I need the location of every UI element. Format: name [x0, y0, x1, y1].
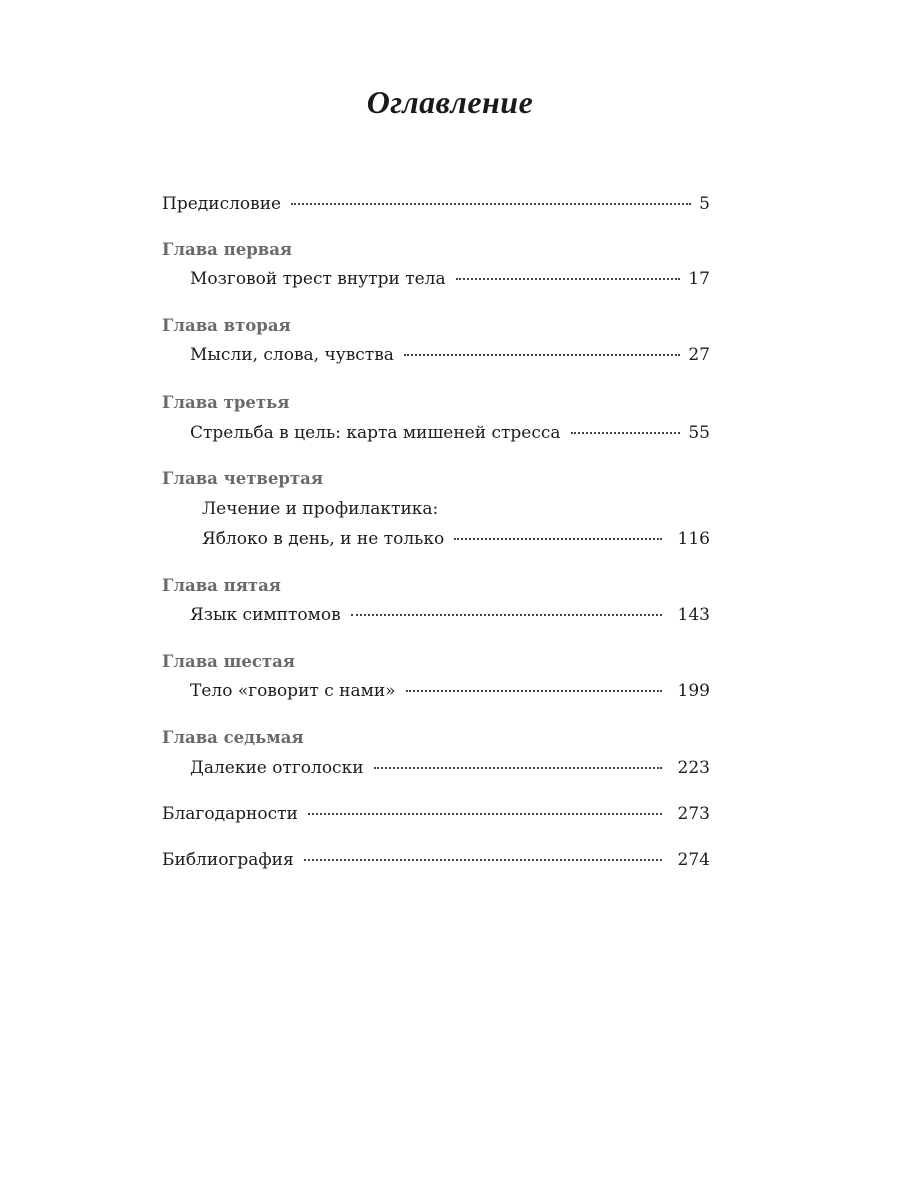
dot-leader	[308, 813, 662, 815]
page-number: 223	[677, 758, 710, 778]
toc-chapter-4	[162, 466, 710, 492]
toc-chapter-1	[162, 237, 710, 263]
dot-leader	[291, 203, 691, 205]
toc-entry-bibliography[interactable]	[162, 847, 710, 873]
chapter-heading: Глава седьмая	[162, 728, 304, 747]
chapter-heading: Глава вторая	[162, 316, 291, 335]
toc-entry-ch5[interactable]	[162, 602, 710, 628]
toc-entry-ch3[interactable]	[162, 420, 710, 446]
chapter-heading: Глава третья	[162, 393, 290, 412]
toc-entry-thanks[interactable]	[162, 801, 710, 827]
entry-label: Далекие отголоски	[190, 758, 364, 778]
dot-leader	[454, 538, 662, 540]
page-number: 27	[688, 345, 710, 365]
entry-label: Язык симптомов	[190, 605, 341, 625]
page-number: 274	[677, 850, 710, 870]
page-number: 199	[677, 681, 710, 701]
entry-label: Благодарности	[162, 804, 298, 824]
entry-label: Мозговой трест внутри тела	[190, 269, 446, 289]
toc-chapter-7	[162, 725, 710, 751]
toc-entry-ch4-line1	[162, 496, 710, 522]
toc-chapter-3	[162, 390, 710, 416]
dot-leader	[456, 278, 681, 280]
toc-chapter-6	[162, 649, 710, 675]
toc-entry-preface[interactable]	[162, 191, 710, 217]
entry-label: Мысли, слова, чувства	[190, 345, 394, 365]
toc-entry-ch4[interactable]	[162, 526, 710, 552]
toc-entry-ch7[interactable]	[162, 755, 710, 781]
toc-entry-ch2[interactable]	[162, 342, 710, 368]
page-number: 273	[677, 804, 710, 824]
entry-label: Библиография	[162, 850, 294, 870]
page-title: Оглавление	[366, 84, 534, 120]
toc-entry-ch6[interactable]	[162, 678, 710, 704]
dot-leader	[304, 859, 662, 861]
toc-entry-ch1[interactable]	[162, 266, 710, 292]
entry-label: Яблоко в день, и не только	[202, 529, 445, 549]
toc-chapter-5	[162, 573, 710, 599]
entry-label-line1: Лечение и профилактика:	[202, 499, 439, 519]
entry-label: Предисловие	[162, 194, 282, 214]
entry-label: Стрельба в цель: карта мишеней стресса	[190, 423, 561, 443]
chapter-heading: Глава шестая	[162, 652, 295, 671]
page-number: 17	[688, 269, 710, 289]
chapter-heading: Глава пятая	[162, 576, 281, 595]
dot-leader	[404, 354, 680, 356]
page-number: 116	[677, 529, 710, 549]
toc-chapter-2	[162, 313, 710, 339]
chapter-heading: Глава первая	[162, 240, 293, 259]
dot-leader	[351, 614, 662, 616]
dot-leader	[406, 690, 662, 692]
entry-label: Тело «говорит с нами»	[190, 681, 396, 701]
dot-leader	[571, 432, 681, 434]
dot-leader	[374, 767, 662, 769]
page-number: 5	[699, 194, 710, 214]
page-number: 55	[688, 423, 710, 443]
page-number: 143	[677, 605, 710, 625]
chapter-heading: Глава четвертая	[162, 469, 324, 488]
